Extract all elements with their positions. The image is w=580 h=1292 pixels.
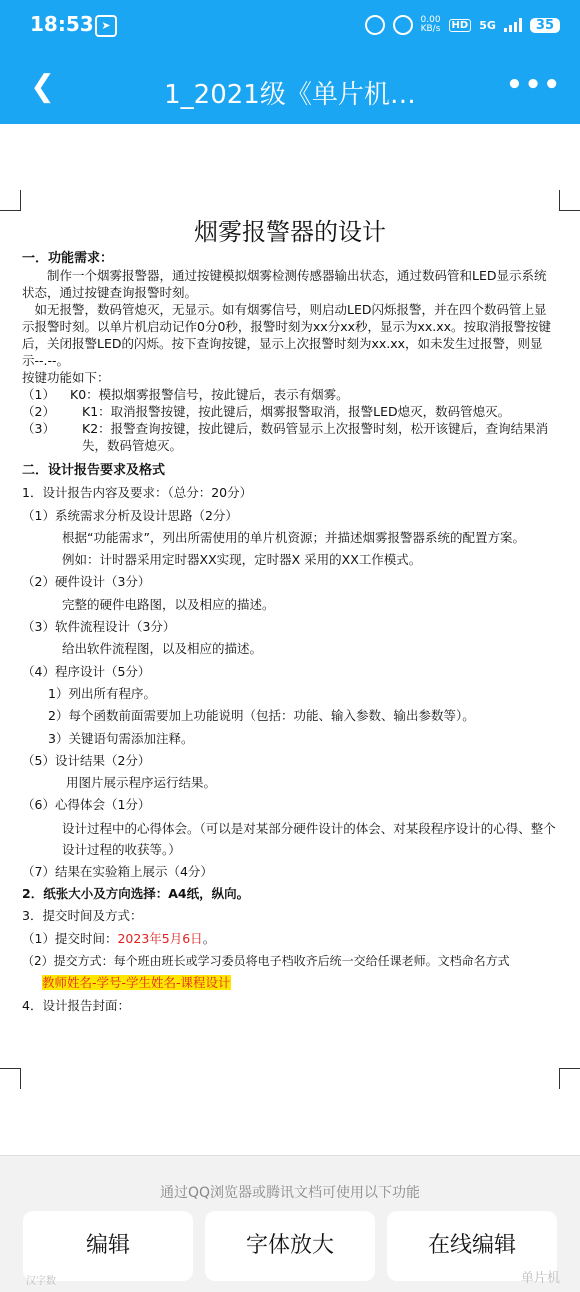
hd-badge: HD [449,19,472,32]
text-segment: 。 [202,930,216,946]
text-line: （4）程序设计（5分） [22,663,151,679]
text-line: 2）每个函数前面需要加上功能说明（包括：功能、输入参数、输出参数等）。 [48,708,475,724]
section-heading: 二．设计报告要求及格式 [22,463,166,478]
status-icons [365,15,561,35]
top-nav-bar [0,54,580,124]
text-line: 1）列出所有程序。 [48,685,156,701]
list-number: （1） [22,387,55,402]
paragraph: 如无报警，数码管熄灭，无显示。如有烟雾信号，则启动LED闪烁报警，并在四个数码管上显示报警时刻。以单片机启动记作0分0秒，报警时刻为xx分xx秒，显示为xx.xx。按取消报警按键后，关闭报警LED的闪烁。按下查询按键，显示上次报警时刻为xx.xx，如未发生过报警，则显示--.--。 [22,302,552,368]
section-heading: 一．功能需求： [22,251,114,266]
net-speed-value: 0.00 [420,15,441,25]
list-item [22,386,558,403]
list-text: K0：模拟烟雾报警信号，按此键后，表示有烟雾。 [70,387,349,402]
text-line: （1）系统需求分析及设计思路（2分） [22,507,238,523]
text-line: （5）设计结果（2分） [22,752,151,768]
text-line: 2．纸张大小及方向选择：A4纸，纵向。 [22,886,250,902]
back-chevron-icon[interactable]: ❮ [30,69,56,104]
status-time: 18:53 [30,12,94,36]
net-speed [421,16,441,34]
crop-mark-bottom-right [559,1068,580,1089]
edit-button[interactable]: 编辑 [23,1211,193,1281]
document-page[interactable] [0,124,580,1154]
submit-time-line [22,928,566,950]
text-line: 给出软件流程图，以及相应的描述。 [62,641,263,657]
list-number: （3） [22,421,55,436]
bottom-action-panel [0,1155,580,1292]
text-line: （7）结果在实验箱上展示（4分） [22,863,213,879]
watermark: 单片机 [520,1271,560,1286]
list-item [22,420,558,454]
text-line: 4．设计报告封面： [22,997,130,1013]
signal-label: 5G [479,18,496,32]
highlighted-naming-format: 教师姓名-学号-学生姓名-课程设计 [42,975,231,991]
crop-mark-bottom-left [0,1068,21,1089]
text-line: 3）关键语句需添加注释。 [48,730,194,746]
text-line: 例如：计时器采用定时器XX实现，定时器X 采用的XX工作模式。 [62,552,422,568]
page-footer-text: 汉字数 [26,1276,56,1287]
font-enlarge-button[interactable]: 字体放大 [205,1211,375,1281]
section-requirements [22,248,558,454]
online-edit-button[interactable]: 在线编辑 [387,1211,557,1281]
text-line: 用图片展示程序运行结果。 [66,775,217,791]
text-line: （3）软件流程设计（3分） [22,619,176,635]
more-dots-icon[interactable]: ••• [506,70,562,100]
crop-mark-top-right [559,190,580,211]
list-item [22,403,558,420]
mute-bell-icon [393,15,413,35]
text-line: 完整的硬件电路图，以及相应的描述。 [62,596,275,612]
paragraph: 制作一个烟雾报警器，通过按键模拟烟雾检测传感器输出状态，通过数码管和LED显示系统状态，通过按键查询报警时刻。 [22,268,547,300]
page-title: 烟雾报警器的设计 [194,218,386,246]
list-text: K1：取消报警按键，按此键后，烟雾报警取消，报警LED熄灭，数码管熄灭。 [82,404,511,419]
text-segment: （1）提交时间： [22,930,118,946]
list-text: K2：报警查询按键，按此键后，数码管显示上次报警时刻，松开该键后，查询结果消失，数码管熄灭。 [82,421,549,453]
naming-format-line [22,972,566,994]
text-line: 设计过程中的心得体会。（可以是对某部分硬件设计的体会、对某段程序设计的心得、整个设计过程的收获等。） [62,820,556,857]
text-line: （6）心得体会（1分） [22,797,151,813]
text-line: 3．提交时间及方式： [22,908,143,924]
document-title-nav: 1_2021级《单片机… [164,80,416,110]
list-number: （2） [22,404,55,419]
feature-hint: 通过QQ浏览器或腾讯文档可使用以下功能 [159,1185,421,1201]
alarm-icon [365,15,385,35]
crop-mark-top-left [0,190,21,211]
section-report-format [22,458,566,1017]
telegram-icon: ➤ [95,15,117,37]
text-line: （2）提交方式：每个班由班长或学习委员将电子档收齐后统一交给任课老师。文档命名方式 [22,953,510,968]
submit-date: 2023年5月6日 [117,930,203,946]
battery-icon: 35 [530,18,560,33]
signal-bars-icon [504,18,522,32]
status-bar [0,0,580,54]
text-line: 1．设计报告内容及要求：（总分：20分） [22,485,253,501]
keys-heading: 按键功能如下： [22,370,110,385]
net-speed-unit: KB/s [420,24,441,34]
text-line: （2）硬件设计（3分） [22,574,151,590]
text-line: 根据“功能需求”，列出所需使用的单片机资源；并描述烟雾报警器系统的配置方案。 [62,529,525,545]
